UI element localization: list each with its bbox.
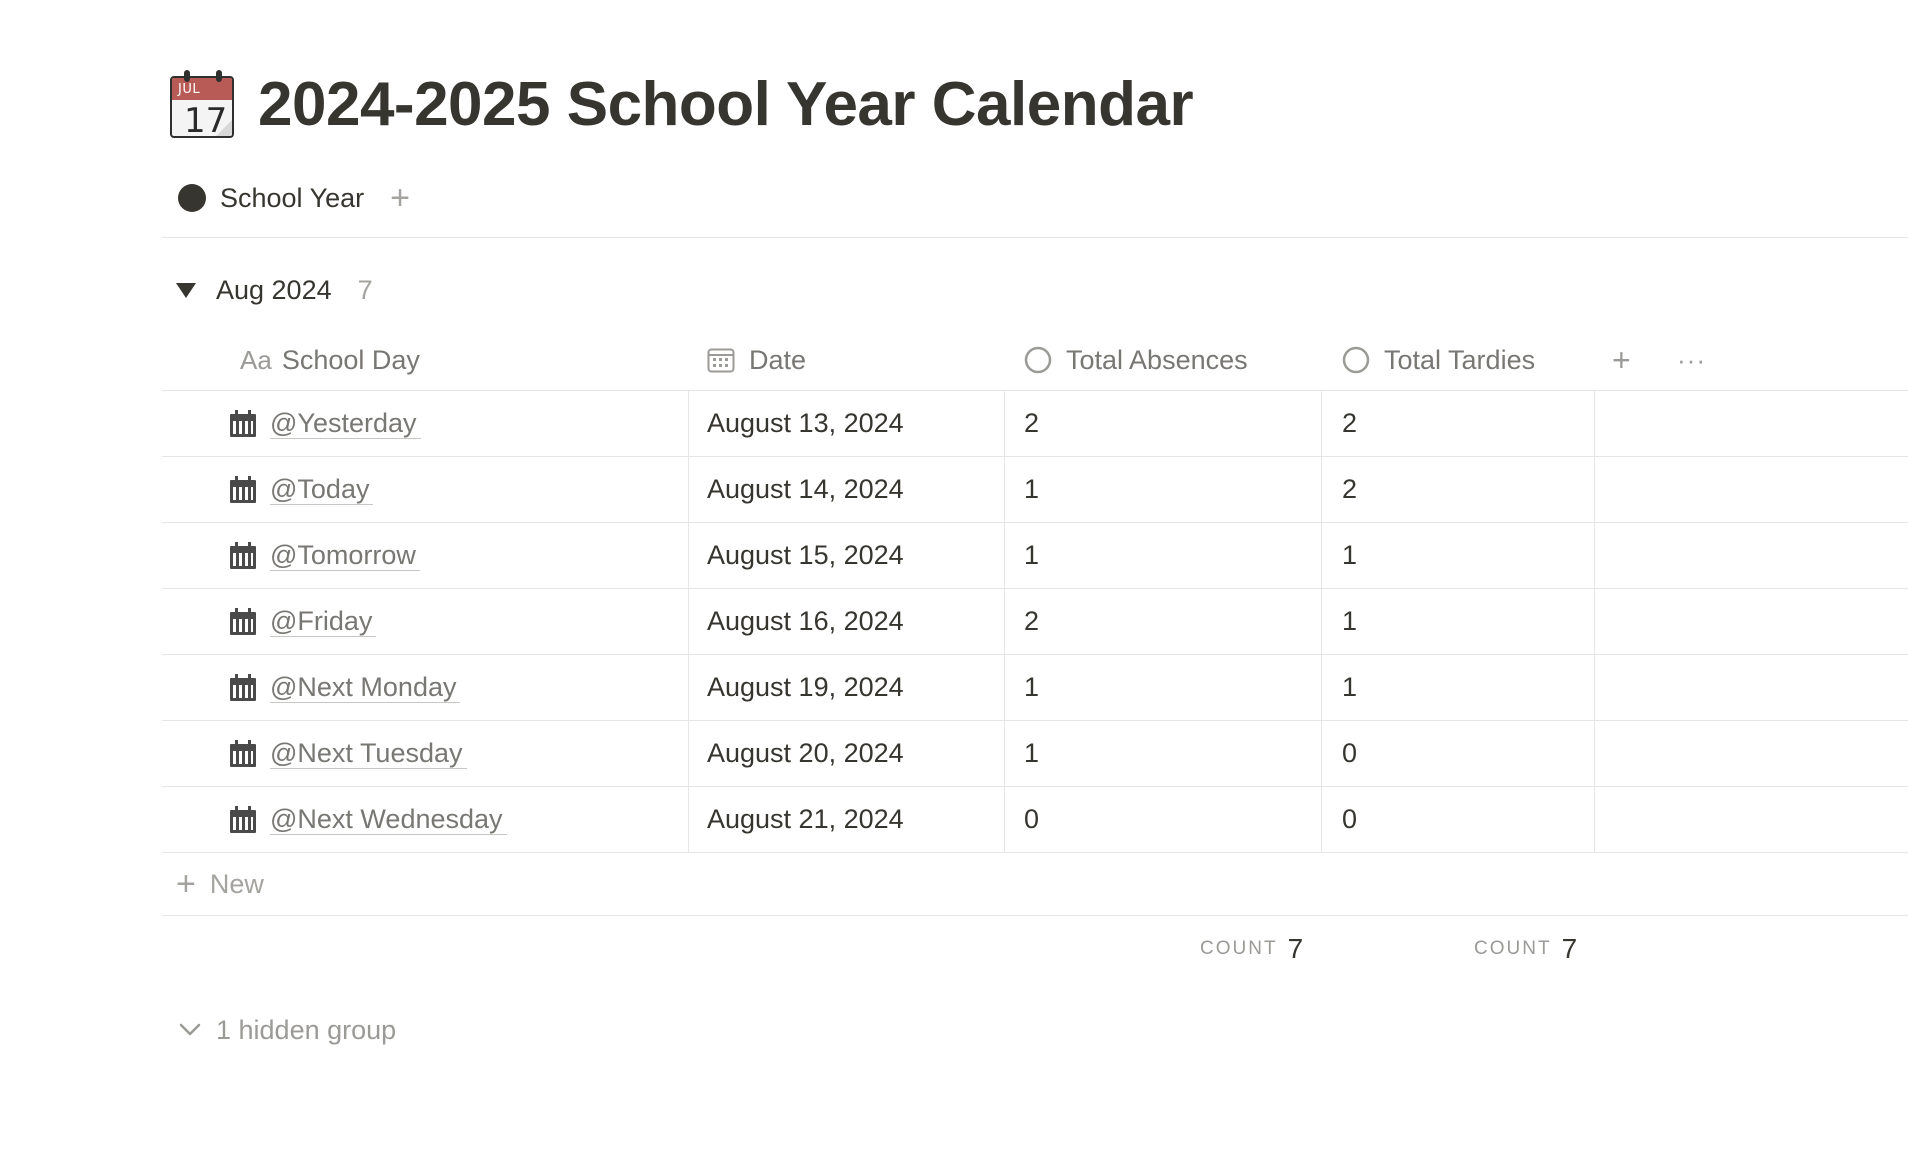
tab-school-year[interactable]: School Year	[220, 182, 365, 213]
calendar-icon	[707, 347, 735, 373]
hidden-group-label: 1 hidden group	[216, 1014, 397, 1045]
calculation-row	[162, 916, 1908, 982]
date-mention-link[interactable]: @Tomorrow	[270, 540, 420, 571]
cell-total-absences[interactable]: 1	[1024, 672, 1040, 702]
date-mention-link[interactable]: @Friday	[270, 606, 376, 637]
add-view-button[interactable]: +	[390, 179, 410, 217]
icon-month: JUL	[178, 82, 201, 97]
icon-day: 17	[184, 101, 228, 138]
column-header-total-tardies[interactable]	[1342, 330, 1535, 390]
table-body	[162, 391, 1908, 853]
collapse-triangle-icon[interactable]	[176, 283, 196, 298]
column-header-school-day[interactable]	[240, 330, 420, 390]
calendar-page-icon	[228, 409, 258, 439]
calc-tardies[interactable]	[1474, 916, 1577, 982]
cell-school-day[interactable]	[228, 787, 688, 852]
cell-total-absences[interactable]: 1	[1024, 474, 1040, 504]
circle-icon	[1342, 346, 1370, 374]
calendar-page-icon	[228, 607, 258, 637]
column-header-total-absences[interactable]	[1024, 330, 1248, 390]
circle-icon	[1024, 346, 1052, 374]
cell-school-day[interactable]	[228, 721, 688, 786]
hidden-group-toggle[interactable]	[178, 1010, 396, 1050]
cell-date[interactable]: August 20, 2024	[707, 738, 904, 768]
cell-total-absences[interactable]: 1	[1024, 738, 1040, 768]
cell-date[interactable]: August 13, 2024	[707, 408, 904, 438]
date-mention-link[interactable]: @Yesterday	[270, 408, 421, 439]
cell-date[interactable]: August 14, 2024	[707, 474, 904, 504]
date-mention-link[interactable]: @Next Tuesday	[270, 738, 467, 769]
cell-school-day[interactable]	[228, 655, 688, 720]
new-row-button[interactable]	[162, 853, 1908, 916]
cell-total-tardies[interactable]: 2	[1342, 474, 1358, 504]
calendar-page-icon	[228, 475, 258, 505]
group-count: 7	[357, 274, 373, 305]
divider	[162, 237, 1908, 238]
column-label: Total Tardies	[1384, 344, 1536, 375]
group-header[interactable]	[176, 270, 373, 310]
column-header-date[interactable]	[707, 330, 806, 390]
calendar-page-icon	[228, 805, 258, 835]
calc-value: 7	[1561, 933, 1578, 964]
text-property-icon: Aa	[240, 344, 272, 375]
cell-date[interactable]: August 16, 2024	[707, 606, 904, 636]
calc-absences[interactable]	[1200, 916, 1303, 982]
table-header	[162, 330, 1908, 391]
add-property-button[interactable]: +	[1612, 341, 1631, 378]
cell-total-absences[interactable]: 1	[1024, 540, 1040, 570]
table-row[interactable]	[162, 655, 1908, 721]
cell-school-day[interactable]	[228, 523, 688, 588]
cell-total-tardies[interactable]: 0	[1342, 804, 1358, 834]
calendar-page-icon	[228, 541, 258, 571]
page	[162, 0, 1908, 1164]
cell-total-tardies[interactable]: 0	[1342, 738, 1358, 768]
calc-key: COUNT	[1474, 938, 1552, 959]
title-row	[168, 64, 1193, 144]
calendar-page-icon	[228, 673, 258, 703]
calendar-emoji-icon[interactable]	[168, 70, 236, 138]
view-tabs	[178, 178, 410, 218]
cell-total-tardies[interactable]: 1	[1342, 606, 1358, 636]
date-mention-link[interactable]: @Next Wednesday	[270, 804, 507, 835]
chevron-down-icon	[178, 1022, 202, 1038]
cell-total-tardies[interactable]: 1	[1342, 672, 1358, 702]
cell-date[interactable]: August 21, 2024	[707, 804, 904, 834]
column-label: Total Absences	[1066, 344, 1248, 375]
calendar-page-icon	[228, 739, 258, 769]
table-row[interactable]	[162, 457, 1908, 523]
table-row[interactable]	[162, 391, 1908, 457]
cell-date[interactable]: August 19, 2024	[707, 672, 904, 702]
table-row[interactable]	[162, 523, 1908, 589]
cell-school-day[interactable]	[228, 589, 688, 654]
cell-date[interactable]: August 15, 2024	[707, 540, 904, 570]
cell-total-absences[interactable]: 0	[1024, 804, 1040, 834]
cell-total-absences[interactable]: 2	[1024, 606, 1040, 636]
date-mention-link[interactable]: @Next Monday	[270, 672, 460, 703]
group-label: Aug 2024	[216, 274, 332, 305]
view-dot-icon	[178, 184, 206, 212]
table-row[interactable]	[162, 787, 1908, 853]
column-label: School Day	[281, 344, 420, 375]
more-options-button[interactable]: ···	[1677, 344, 1706, 375]
column-label: Date	[749, 344, 807, 375]
cell-total-absences[interactable]: 2	[1024, 408, 1040, 438]
cell-total-tardies[interactable]: 2	[1342, 408, 1358, 438]
table-row[interactable]	[162, 721, 1908, 787]
new-row-label: New	[209, 868, 264, 899]
cell-school-day[interactable]	[228, 457, 688, 522]
cell-total-tardies[interactable]: 1	[1342, 540, 1358, 570]
plus-icon: +	[176, 864, 196, 903]
cell-school-day[interactable]	[228, 391, 688, 456]
calc-value: 7	[1287, 933, 1304, 964]
database-table	[162, 330, 1908, 982]
date-mention-link[interactable]: @Today	[270, 474, 373, 505]
calc-key: COUNT	[1200, 938, 1278, 959]
page-title[interactable]: 2024-2025 School Year Calendar	[258, 69, 1194, 139]
table-row[interactable]	[162, 589, 1908, 655]
